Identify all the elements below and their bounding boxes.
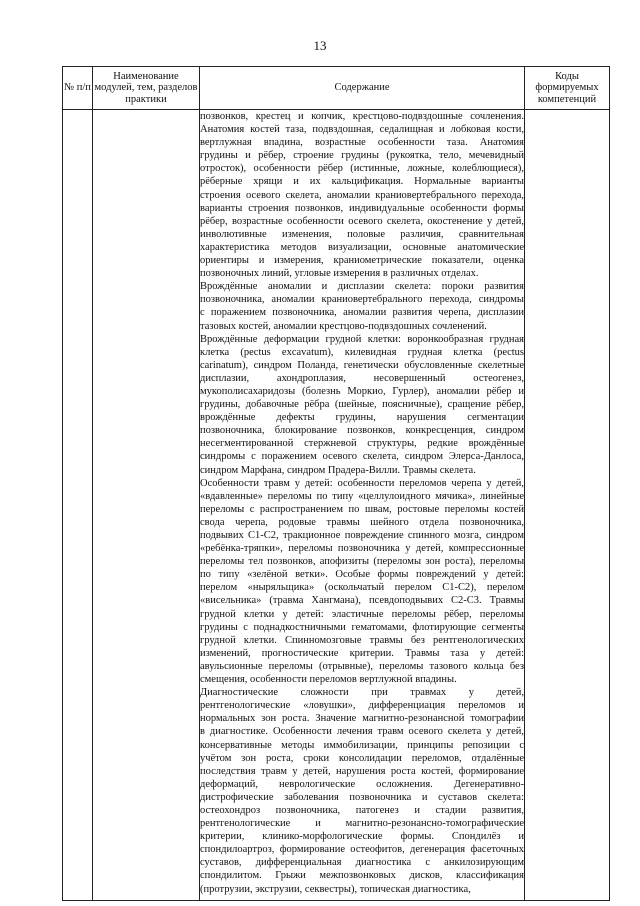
row-codes-cell [525,110,610,901]
content-line: в диагностике. Особенности лечения травм осевого скелета у детей, [200,726,524,738]
content-line: спондилитом. Грыжи межпозвонковых дисков, классификация [200,870,524,882]
content-line: по типу «зелёной ветки». Особые формы повреждений у детей: [200,569,524,581]
content-line: рёберные хрящи и их кальцификация. Нормальные варианты [200,176,524,188]
content-line: деформаций, неврологические осложнения. Дегенеративно- [200,778,524,790]
content-line: ориентиры и измерения, краниометрические показатели, оценка [200,255,524,267]
row-module-cell [93,110,200,901]
content-line: мукополисахаридозы (болезнь Моркио, Гурлер), аномалии рёбер и [200,385,524,397]
content-line: Анатомия костей таза, подвздошная, седалищная и лобковая кости, [200,124,524,136]
content-line: переломы тел позвонков, апофизиты (переломы зон роста), переломы [200,556,524,568]
content-line: грудной клетки у детей: эластичные переломы рёбер, переломы [200,608,524,620]
content-line: варианты строения позвонков, индивидуальные особенности формы [200,202,524,214]
content-line: смещения, особенности переломов вертлужной впадины. [200,674,457,686]
content-line: рентгенологические и магнитно-резонансно-томографические [200,818,524,830]
content-line: критерии, клинико-морфологические формы. Спондилёз и [200,831,524,843]
content-line: Диагностические сложности при травмах у детей, [200,687,524,699]
content-line: позвоночных линий, угловые измерения в различных отделах. [200,268,479,280]
content-line: carinatum), синдром Поланда, генетически обусловленные скелетные [200,359,524,371]
header-content: Содержание [200,67,525,110]
page-number: 13 [313,38,327,53]
table-row [63,110,610,901]
content-line: суставов, дифференциальная диагностика с анкилозирующим [200,857,524,869]
header-number: № п/п [63,67,93,110]
content-line: грудной клетки. Спинномозговые травмы без рентгенологических [200,634,524,646]
content-line: позвоночника, блокирование позвонков, конкресценция, синдром [200,425,524,437]
row-content-cell [200,110,525,901]
content-line: учётом зон роста, сроки консолидации переломов, отдалённые [200,752,524,764]
row-number-cell [63,110,93,901]
content-line: остеохондроз позвоночника, патогенез и стадии развития, [200,804,524,816]
content-line: отросток), особенности рёбер (истинные, ложные, колеблющиеся), [200,163,524,175]
content-line: Особенности травм у детей: особенности переломов черепа у детей, [200,477,524,489]
content-line: Врождённые деформации грудной клетки: воронкообразная грудная [200,333,524,345]
content-line: «висельника» (травма Хангмана), псевдоподвывих C2-C3. Травмы [200,595,524,607]
content-lines [200,110,524,896]
content-line: тазовых костей, аномалии крестцово-подвздошных сочленений. [200,320,487,332]
content-line: авульсионные переломы (отрывные), переломы тазового кольца без [200,660,524,672]
content-line: грудины и рёбер, строение грудины (рукоятка, тело, мечевидный [200,150,524,162]
content-line: переломы с распространением по швам, ростовые переломы костей [200,503,524,515]
content-line: рёбер, возрастные особенности осевого скелета, окостенение у детей, [200,215,524,227]
content-line: Врождённые аномалии и дисплазии скелета: пороки развития [200,281,524,293]
content-line: несегментированной стержневой структуры, редкие врождённые [200,438,524,450]
content-line: последствия травм у детей, нарушения роста костей, формирование [200,765,524,777]
content-line: позвоночника, аномалии краниовертебрального перехода, синдромы [200,294,524,306]
content-line: дистрофические заболевания позвоночника и суставов скелета: [200,791,524,803]
content-line: консервативные методы иммобилизации, принципы репозиции с [200,739,524,751]
content-line: характеристика методов визуализации, основные анатомические [200,241,524,253]
content-line: синдромы с поражением осевого скелета, синдром Элерса-Данлоса, [200,451,524,463]
content-line: врождённые дефекты грудины, нарушения сегментации [200,412,524,424]
content-line: «вдавленные» переломы по типу «целлулоидного мячика», линейные [200,490,524,502]
content-line: изменений, прогностические критерии. Травмы таза у детей: [200,647,524,659]
content-line: «ребёнка-тряпки», переломы позвоночника у детей, компрессионные [200,543,524,555]
header-module: Наименование модулей, тем, разделов практики [93,67,200,110]
content-line: (протрузии, экструзии, секвестры), топическая диагностика, [200,883,471,895]
content-line: грудины, добавочные рёбра (шейные, поясничные), сращение рёбер, [200,399,524,411]
content-line: вертлужная впадина, возрастные особенности таза. Анатомия [200,137,524,149]
content-line: дисплазии, ахондроплазия, несовершенный остеогенез, [200,372,524,384]
content-line: инволютивные изменения, половые различия, сравнительная [200,228,524,240]
content-line: подвывих C1-C2, тракционное повреждение спинного мозга, синдром [200,530,524,541]
content-line: перелом «ныряльщика» (оскольчатый перелом C1-C2), перелом [200,582,524,594]
content-line: строения осевого скелета, аномалии краниовертебрального перехода, [200,189,524,201]
header-codes: Коды формируемых компетенций [525,67,610,110]
curriculum-table [62,66,610,901]
content-line: с поражением позвоночника, аномалии развития черепа, дисплазии [200,307,524,319]
content-line: нормальных зон роста. Значение магнитно-резонансной томографии [200,713,524,725]
content-line: рентгенологические «ловушки», дифференциация переломов и [200,700,524,712]
content-line: свода черепа, родовые травмы шейного отдела позвоночника, [200,516,524,528]
content-line: спондилоартроз, формирование остеофитов, дегенерация фасеточных [200,844,524,856]
content-line: клетка (pectus excavatum), килевидная грудная клетка (pectus [200,346,524,358]
content-line: грудины с поднадкостничными гематомами, флотирующие сегменты [200,621,524,633]
content-line: позвонков, крестец и копчик, крестцово-подвздошные сочленения. [200,111,524,122]
table-header-row [63,67,610,110]
content-line: синдром Марфана, синдром Прадера-Вилли. Травмы скелета. [200,464,476,476]
